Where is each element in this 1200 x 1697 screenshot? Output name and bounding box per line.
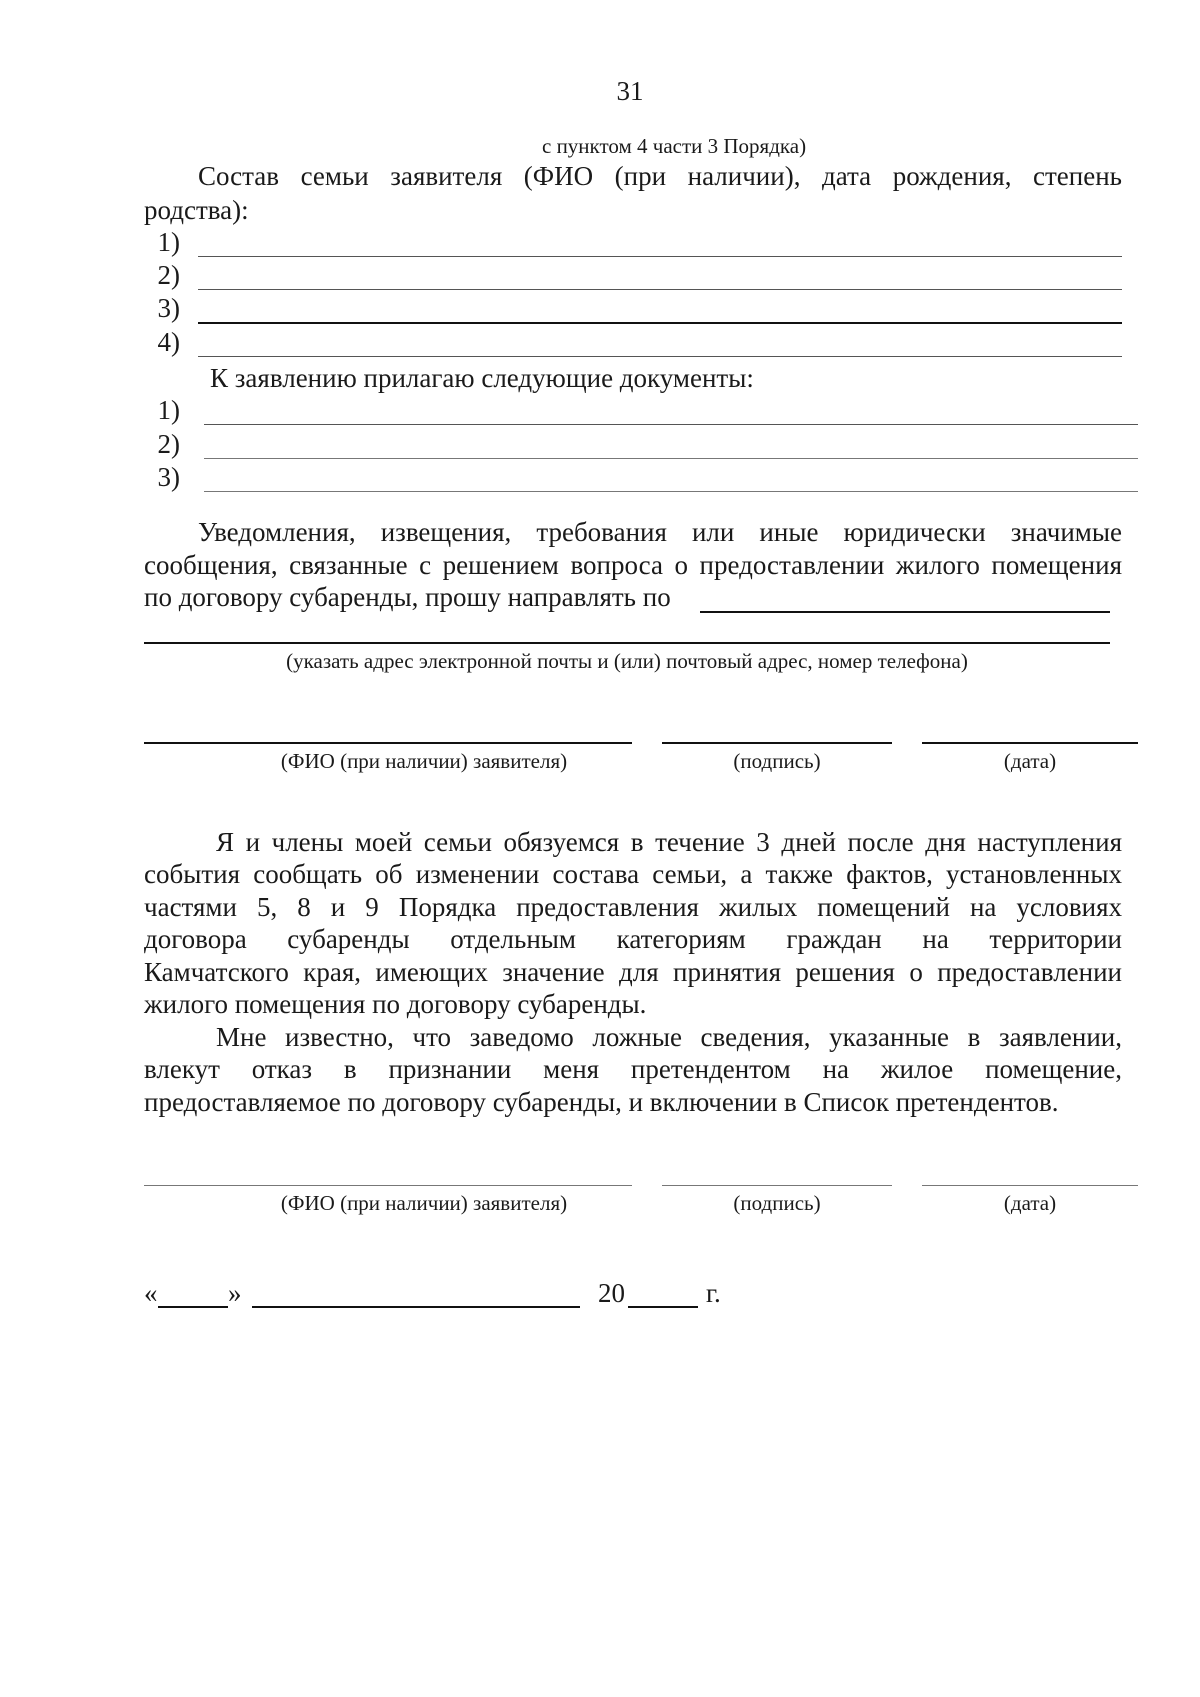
signature2-sign-line[interactable] xyxy=(662,1185,892,1186)
notices-line1: Уведомления, извещения, требования или иные юридически значимые xyxy=(198,517,1122,547)
documents-heading: К заявлению прилагаю следующие документы: xyxy=(210,363,754,393)
obligation-line2: события сообщать об изменении состава семьи, а также фактов, установленных xyxy=(144,859,1122,889)
notices-address-line-1[interactable] xyxy=(700,611,1110,613)
date-century: 20 xyxy=(598,1278,625,1308)
signature1-date-line[interactable] xyxy=(922,742,1138,744)
date-close-quote: » xyxy=(228,1278,242,1308)
obligation-line6: жилого помещения по договору субаренды. xyxy=(144,989,647,1019)
family-intro-line2: родства): xyxy=(144,195,249,225)
notices-line3: по договору субаренды, прошу направлять по xyxy=(144,582,671,612)
awareness-line1: Мне известно, что заведомо ложные сведения, указанные в заявлении, xyxy=(216,1022,1122,1052)
signature2-name-line[interactable] xyxy=(144,1185,632,1186)
signature2-name-caption: (ФИО (при наличии) заявителя) xyxy=(280,1191,568,1215)
notices-address-line-2[interactable] xyxy=(144,642,1110,644)
date-month-line[interactable] xyxy=(252,1306,580,1308)
document-item-1-line[interactable] xyxy=(204,424,1138,425)
date-year-suffix: г. xyxy=(706,1278,721,1308)
page-number: 31 xyxy=(616,76,644,106)
obligation-line1: Я и члены моей семьи обязуемся в течение 3 дней после дня наступления xyxy=(216,827,1122,857)
obligation-line4: договора субаренды отдельным категориям граждан на территории xyxy=(144,924,1122,954)
date-open-quote: « xyxy=(144,1278,158,1308)
signature1-name-line[interactable] xyxy=(144,742,632,744)
family-item-1-number: 1) xyxy=(157,227,180,257)
header-fragment: с пунктом 4 части 3 Порядка) xyxy=(542,134,807,158)
signature1-name-caption: (ФИО (при наличии) заявителя) xyxy=(280,749,568,773)
notices-line2: сообщения, связанные с решением вопроса о предоставлении жилого помещения xyxy=(144,550,1122,580)
signature2-date-caption: (дата) xyxy=(1003,1191,1057,1215)
family-item-2-number: 2) xyxy=(157,260,180,290)
signature1-sign-line[interactable] xyxy=(662,742,892,744)
family-item-4-line[interactable] xyxy=(198,356,1122,357)
family-item-1-line[interactable] xyxy=(198,256,1122,257)
date-year-line[interactable] xyxy=(628,1306,698,1308)
family-intro-line1: Состав семьи заявителя (ФИО (при наличии), дата рождения, степень xyxy=(198,161,1122,191)
awareness-line3: предоставляемое по договору субаренды, и включении в Список претендентов. xyxy=(144,1087,1059,1117)
document-item-2-line[interactable] xyxy=(204,458,1138,459)
family-item-2-line[interactable] xyxy=(198,289,1122,290)
document-item-3-line[interactable] xyxy=(204,491,1138,492)
document-item-1-number: 1) xyxy=(157,395,180,425)
obligation-line5: Камчатского края, имеющих значение для принятия решения о предоставлении xyxy=(144,957,1122,987)
obligation-line3: частями 5, 8 и 9 Порядка предоставления жилых помещений на условиях xyxy=(144,892,1122,922)
signature1-date-caption: (дата) xyxy=(1003,749,1057,773)
date-day-line[interactable] xyxy=(158,1306,228,1308)
document-item-2-number: 2) xyxy=(157,429,180,459)
document-item-3-number: 3) xyxy=(157,462,180,492)
awareness-line2: влекут отказ в признании меня претендентом на жилое помещение, xyxy=(144,1054,1122,1084)
family-item-3-line[interactable] xyxy=(198,322,1122,324)
signature1-sign-caption: (подпись) xyxy=(733,749,821,773)
signature2-sign-caption: (подпись) xyxy=(733,1191,821,1215)
signature2-date-line[interactable] xyxy=(922,1185,1138,1186)
family-item-4-number: 4) xyxy=(157,327,180,357)
family-item-3-number: 3) xyxy=(157,293,180,323)
notices-caption: (указать адрес электронной почты и (или) почтовый адрес, номер телефона) xyxy=(286,649,968,673)
